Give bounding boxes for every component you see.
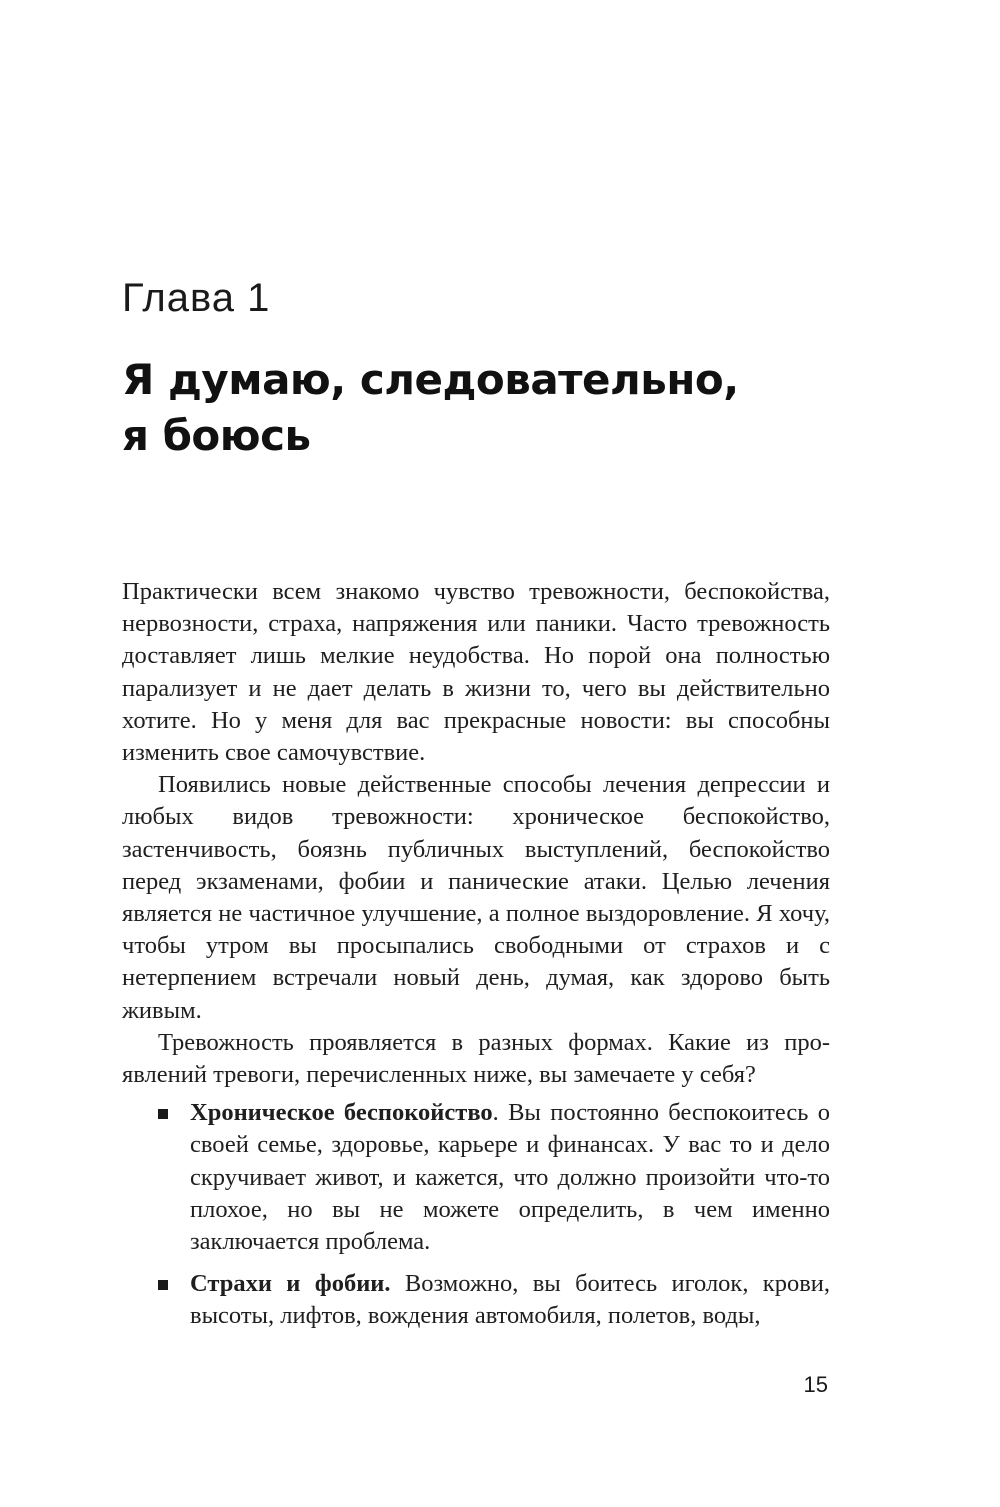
chapter-title-line-1: Я думаю, следовательно, bbox=[122, 355, 739, 404]
page-number: 15 bbox=[803, 1372, 828, 1397]
chapter-label: Глава 1 bbox=[122, 276, 271, 320]
paragraph-2: Появились новые действенные способы лечения депрессии и любых видов тревожности: хроническое беспокойство, застенчивость, боязнь публичных выступлений, беспокойство перед экзаменами, фобии и панические атаки. Целью лечения является не частичное улучшение, а полное выздоровление. Я хочу, чтобы утром вы просыпались свободными от страхов и с нетерпением встречали новый день, думая, как здорово быть живым. bbox=[122, 771, 830, 1024]
paragraph-3: Тревожность проявляется в разных формах. Какие из проявлений тревоги, перечисленных ниже, вы замечаете у себя? bbox=[122, 1028, 830, 1089]
paragraph-1: Практически всем знакомо чувство тревожности, беспокойства, нервозности, страха, напряжения или паники. Часто тревожность доставляет лишь мелкие неудобства. Но порой она полностью парализует и не дает делать в жизни то, чего вы действительно хотите. Но у меня для вас прекрасные новости: вы способны изменить свое самочувствие. bbox=[122, 578, 830, 767]
list-item bbox=[122, 1097, 830, 1258]
bullet-term: Хроническое беспокойство bbox=[190, 1099, 493, 1127]
bullet-text: Возможно, вы боитесь иголок, крови, высоты, лифтов, вождения автомобиля, полетов, воды, bbox=[190, 1270, 830, 1330]
list-item bbox=[122, 1268, 830, 1332]
bullet-list bbox=[122, 1097, 830, 1332]
square-bullet-icon bbox=[158, 1109, 168, 1119]
chapter-title-line-2: я боюсь bbox=[122, 411, 311, 460]
square-bullet-icon bbox=[158, 1280, 168, 1290]
bullet-text: . Вы постоянно беспокоитесь о своей семье, здоровье, карьере и финансах. У вас то и дело скручивает живот, и кажется, что должно произойти что-то плохое, но вы не можете определить, в чем именно заключается проблема. bbox=[190, 1099, 830, 1256]
body-text bbox=[122, 576, 830, 1343]
bullet-term: Страхи и фобии. bbox=[190, 1270, 391, 1298]
chapter-title bbox=[122, 352, 882, 464]
